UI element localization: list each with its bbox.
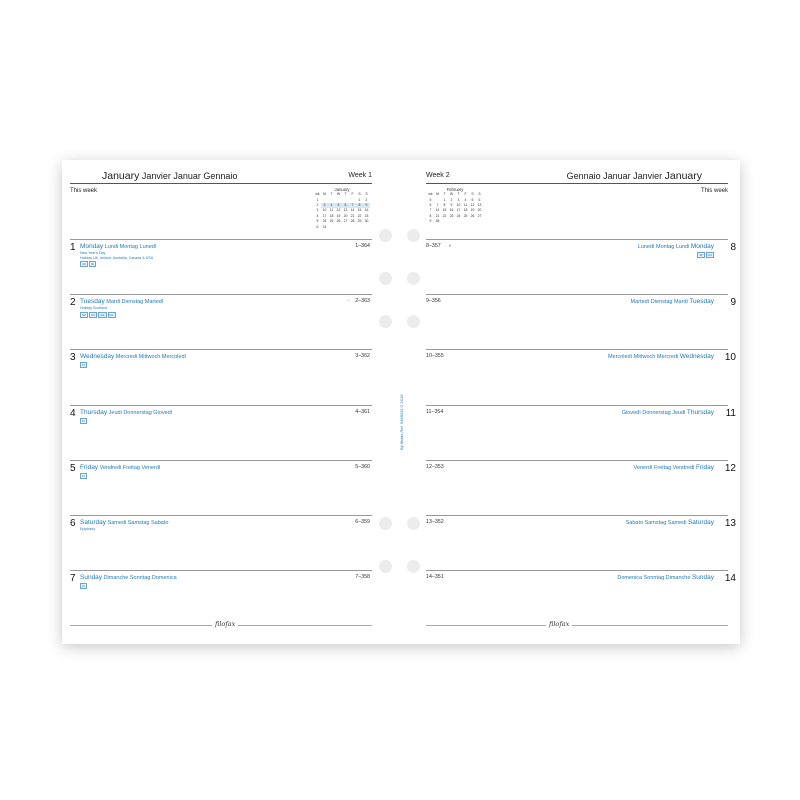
day-name: [626, 519, 714, 526]
mini-calendar-day: 22: [357, 213, 362, 218]
mini-calendar-day: 8: [356, 203, 363, 208]
day-name-other: Venerdì Freitag Vendredi: [633, 464, 695, 471]
day-name-en: Thursday: [80, 408, 108, 416]
country-badge: SC: [91, 312, 96, 317]
punch-hole: [407, 560, 420, 573]
mini-calendar-day: 7: [349, 203, 356, 208]
mini-calendar-day: [455, 219, 462, 224]
mini-calendar-day: 9: [450, 202, 453, 207]
day-name-other: Domenica Sonntag Dimanche: [617, 575, 691, 582]
mini-calendar-week-number: 5: [429, 197, 432, 202]
day-number: 1: [70, 242, 76, 253]
mini-calendar-day: 14: [350, 208, 355, 213]
mini-calendar-weekday: M: [436, 192, 439, 197]
mini-calendar-week-number: 9: [429, 219, 432, 224]
mini-calendar-weekday: S: [365, 192, 368, 197]
left-filofax-logo: filofax: [212, 620, 238, 628]
day-number: 3: [70, 352, 76, 364]
mini-calendar-weekday: T: [457, 192, 460, 197]
day-name-other: Jeudi Donnerstag Giovedì: [108, 409, 173, 416]
mini-calendar-day: [342, 224, 349, 229]
left-page: [62, 160, 392, 644]
day-count: 11–354: [426, 408, 444, 415]
left-mini-calendar-title: January: [334, 187, 350, 192]
day-number: 9: [730, 297, 736, 309]
day-number: 6: [70, 518, 76, 529]
mini-calendar-day: 16: [449, 208, 454, 213]
day-name-other: Martedì Dienstag Mardi: [630, 299, 688, 306]
mini-calendar-day: 2: [365, 197, 368, 202]
mini-calendar-weekday: wk: [428, 192, 433, 197]
country-badge: HU: [707, 253, 712, 257]
day-name-en: Monday: [80, 243, 104, 250]
mini-calendar-day: 3: [457, 197, 460, 202]
mini-calendar-weekday: S: [478, 192, 481, 197]
right-page: [410, 160, 740, 644]
mini-calendar-day: 15: [442, 208, 447, 213]
moon-phase-icon: ○: [346, 298, 350, 305]
day-name-other: Mercoledì Mittwoch Mercredi: [607, 354, 679, 361]
punch-hole: [379, 560, 392, 573]
day-name-en: Saturday: [687, 519, 714, 526]
day-row: [70, 460, 372, 514]
country-badge: JP: [699, 253, 703, 257]
mini-calendar-day: [363, 224, 370, 229]
mini-calendar-day: 24: [456, 213, 461, 218]
mini-calendar-day: 5: [335, 203, 342, 208]
mini-calendar-day: 24: [322, 219, 327, 224]
mini-calendar-day: 7: [436, 202, 439, 207]
day-rule: [70, 405, 372, 406]
punch-hole: [379, 229, 392, 242]
mini-calendar-day: 12: [336, 208, 341, 213]
right-filofax-logo: filofax: [546, 620, 572, 628]
mini-calendar-week-number: 5: [316, 219, 319, 224]
mini-calendar-day: 9: [363, 203, 370, 208]
mini-calendar-weekday: S: [471, 192, 474, 197]
punch-hole: [407, 272, 420, 285]
mini-calendar-day: 10: [456, 202, 461, 207]
mini-calendar-day: [462, 219, 469, 224]
day-name: [80, 409, 172, 416]
mini-calendar-week-number: 7: [429, 208, 432, 213]
day-note: Holiday UK, Ireland, Australia, Canada & USA: [80, 255, 154, 260]
day-rule: [426, 460, 728, 461]
mini-calendar-day: [476, 219, 483, 224]
day-rule: [70, 515, 372, 516]
country-badge: IE: [91, 262, 95, 266]
mini-calendar-day: 3: [321, 203, 328, 208]
mini-calendar-weekday: F: [464, 192, 467, 197]
day-count: 10–355: [426, 353, 444, 360]
day-row: [426, 239, 736, 293]
country-badge: FR: [109, 312, 114, 317]
day-number: 13: [724, 518, 736, 529]
day-name-en: Sunday: [691, 574, 714, 582]
left-week-label: Week 1: [348, 172, 372, 179]
day-rule: [70, 349, 372, 350]
day-count: 12–353: [426, 463, 444, 470]
mini-calendar-week-number: 1: [316, 197, 319, 202]
day-name-en: Monday: [690, 243, 714, 250]
mini-calendar-weekday: wk: [315, 192, 320, 197]
mini-calendar-week-row: [314, 224, 370, 229]
mini-calendar-weekday: T: [443, 192, 446, 197]
day-note: Epiphany: [80, 527, 95, 531]
day-row: [70, 349, 372, 403]
punch-hole: [407, 229, 420, 242]
mini-calendar-day: 23: [364, 213, 369, 218]
right-mini-calendar-grid: [427, 192, 483, 224]
country-badges: [80, 362, 87, 368]
day-name: [608, 353, 714, 360]
day-name: [80, 243, 156, 250]
mini-calendar-day: 11: [463, 202, 468, 207]
mini-calendar-weekday: W: [449, 192, 454, 197]
day-number: 2: [70, 297, 76, 309]
mini-calendar-day: 6: [342, 203, 349, 208]
mini-calendar-day: 29: [357, 219, 362, 224]
mini-calendar-week-number: 4: [316, 213, 319, 218]
day-name-other: Lunedì Montag Lundi: [637, 244, 690, 250]
day-name: [622, 409, 714, 416]
country-badge: FI: [82, 473, 85, 478]
day-name-en: Wednesday: [679, 353, 714, 361]
mini-calendar-day: 20: [477, 208, 482, 213]
mini-calendar-day: 18: [329, 213, 334, 218]
mini-calendar-day: [441, 219, 448, 224]
day-count: 9–356: [426, 298, 441, 305]
mini-calendar-day: [328, 224, 335, 229]
mini-calendar-day: 30: [364, 219, 369, 224]
country-badge: FI: [82, 363, 85, 368]
day-name-en: Wednesday: [80, 353, 115, 361]
mini-calendar-weekday: T: [330, 192, 333, 197]
punch-hole: [379, 272, 392, 285]
day-number: 5: [70, 462, 76, 474]
punch-hole: [379, 315, 392, 328]
country-badge: UK: [82, 262, 87, 266]
mini-calendar-week-number: 2: [316, 202, 319, 207]
mini-calendar-weekday: F: [351, 192, 354, 197]
day-number: 12: [724, 462, 736, 474]
planner-sheet: [62, 160, 740, 644]
punch-hole: [407, 315, 420, 328]
day-count: 4–361: [355, 408, 370, 415]
mini-calendar-day: 25: [329, 219, 334, 224]
mini-calendar-day: 13: [343, 208, 348, 213]
day-rule: [426, 570, 728, 571]
mini-calendar-day: 23: [449, 213, 454, 218]
mini-calendar-day: 27: [477, 213, 482, 218]
day-count: 6–359: [355, 519, 370, 525]
mini-calendar-day: [469, 219, 476, 224]
day-row: [426, 570, 736, 624]
mini-calendar-day: 14: [435, 208, 440, 213]
day-name-en: Saturday: [80, 519, 107, 526]
mini-calendar-weekday: M: [323, 192, 326, 197]
mini-calendar-day: 12: [470, 202, 475, 207]
day-name-en: Sunday: [80, 574, 103, 582]
day-name-other: Vendredi Freitag Venerdì: [99, 464, 161, 471]
day-note: Holiday Scotland: [80, 306, 107, 311]
day-name-other: Mardi Dienstag Martedì: [106, 299, 164, 306]
day-name: [638, 243, 714, 250]
mini-calendar-day: [349, 224, 356, 229]
left-month-header: [102, 170, 237, 182]
mini-calendar-day: 15: [357, 208, 362, 213]
moon-phase-icon: ◑: [448, 243, 452, 249]
day-name: [80, 298, 163, 305]
mini-calendar-day: 16: [364, 208, 369, 213]
day-rule: [70, 570, 372, 571]
right-this-week: This week: [700, 188, 728, 194]
right-week-label: Week 2: [426, 172, 450, 179]
right-mini-calendar-title: February: [446, 187, 464, 192]
day-rule: [70, 460, 372, 461]
day-rule: [426, 405, 728, 406]
day-name-other: Samedi Samstag Sabato: [107, 520, 169, 526]
right-month-other: Gennaio Januar Janvier: [566, 171, 663, 181]
day-rule: [426, 294, 728, 295]
country-badges: [80, 583, 87, 589]
mini-calendar-day: 6: [478, 197, 481, 202]
day-count: 7–358: [355, 574, 370, 581]
left-header-rule: [70, 183, 372, 184]
country-badges: [80, 261, 96, 267]
mini-calendar-day: 1: [443, 197, 446, 202]
day-name: [80, 574, 177, 581]
mini-calendar-day: 13: [477, 202, 482, 207]
mini-calendar-day: 2: [450, 197, 453, 202]
mini-calendar-day: 22: [442, 213, 447, 218]
day-row: [426, 294, 736, 348]
right-footer-rule: [426, 625, 728, 626]
left-mini-calendar-grid: [314, 192, 370, 230]
day-count: 2–363: [355, 298, 370, 305]
day-number: 10: [724, 352, 736, 364]
day-name: [80, 464, 160, 471]
mini-calendar-weekday: T: [344, 192, 347, 197]
mini-calendar-day: 28: [350, 219, 355, 224]
day-count: 13–352: [426, 519, 444, 525]
day-name-en: Friday: [80, 463, 99, 471]
mini-calendar-day: 26: [336, 219, 341, 224]
country-badges: [80, 473, 87, 479]
day-name: [80, 519, 168, 526]
mini-calendar-day: 21: [435, 213, 440, 218]
mini-calendar-day: [356, 224, 363, 229]
day-rule: [70, 294, 372, 295]
day-name-en: Friday: [695, 463, 714, 471]
punch-hole: [379, 517, 392, 530]
left-month-en: January: [102, 170, 140, 182]
mini-calendar-day: 27: [343, 219, 348, 224]
day-row: [426, 405, 736, 459]
day-row: [70, 239, 372, 293]
day-rule: [70, 239, 372, 240]
day-name-other: Dimanche Sonntag Domenica: [103, 575, 177, 582]
day-row: [70, 515, 372, 569]
mini-calendar-day: 20: [343, 213, 348, 218]
day-number: 8: [730, 242, 736, 253]
day-rule: [426, 239, 728, 240]
mini-calendar-day: 19: [336, 213, 341, 218]
mini-calendar-week-number: 3: [316, 208, 319, 213]
mini-calendar-day: 4: [464, 197, 467, 202]
day-name: [634, 464, 714, 471]
mini-calendar-day: 26: [470, 213, 475, 218]
mini-calendar-day: 31: [322, 224, 327, 229]
mini-calendar-day: 1: [358, 197, 361, 202]
country-badge: FI: [82, 584, 85, 589]
day-row: [426, 349, 736, 403]
punch-hole: [407, 517, 420, 530]
day-name-en: Tuesday: [689, 298, 714, 306]
day-number: 7: [70, 573, 76, 585]
day-name: [631, 298, 714, 305]
left-mini-calendar: [314, 187, 370, 230]
country-badge: NZ: [82, 312, 86, 317]
day-name-en: Tuesday: [80, 298, 105, 306]
mini-calendar-day: 17: [456, 208, 461, 213]
day-rule: [426, 349, 728, 350]
day-row: [70, 294, 372, 348]
mini-calendar-day: [448, 219, 455, 224]
mini-calendar-day: 25: [463, 213, 468, 218]
mini-calendar-day: 4: [328, 203, 335, 208]
country-badges: [80, 418, 87, 424]
right-month-en: January: [664, 170, 702, 182]
mini-calendar-day: [335, 224, 342, 229]
mini-calendar-day: 18: [463, 208, 468, 213]
country-badge: FI: [82, 418, 85, 423]
left-this-week: This week: [70, 188, 98, 194]
country-badges: [80, 312, 116, 318]
day-count: 1–364: [355, 243, 370, 249]
mini-calendar-day: 17: [322, 213, 327, 218]
day-number: 14: [724, 573, 736, 585]
right-month-header: [567, 170, 702, 182]
day-name-other: Sabato Samstag Samedi: [625, 520, 687, 526]
day-count: 14–351: [426, 574, 444, 581]
mini-calendar-week-number: 8: [429, 213, 432, 218]
mini-calendar-week-number: 6: [316, 224, 319, 229]
mini-calendar-day: 11: [329, 208, 334, 213]
day-row: [426, 460, 736, 514]
mini-calendar-day: 28: [435, 219, 440, 224]
day-count: 5–360: [355, 463, 370, 470]
day-row: [426, 515, 736, 569]
country-badge: GE: [100, 312, 105, 317]
mini-calendar-day: 19: [470, 208, 475, 213]
mini-calendar-day: 5: [471, 197, 474, 202]
spine-credit: [395, 360, 411, 450]
mini-calendar-day: 21: [350, 213, 355, 218]
mini-calendar-week-row: [427, 219, 483, 224]
spine-text: By filofax Ref. 5468033 © 2016: [399, 394, 404, 450]
day-count: 3–362: [355, 353, 370, 360]
day-name-other: Mercredi Mittwoch Mercoledì: [115, 354, 187, 361]
day-name: [617, 574, 714, 581]
right-mini-calendar: [427, 187, 483, 224]
day-number: 4: [70, 407, 76, 419]
day-name: [80, 353, 186, 360]
mini-calendar-week-number: 6: [429, 202, 432, 207]
day-name-other: Lundi Montag Lunedì: [104, 244, 157, 250]
day-number: 11: [725, 407, 736, 419]
country-badges: [697, 252, 714, 258]
left-month-other: Janvier Januar Gennaio: [141, 171, 238, 181]
day-name-en: Thursday: [686, 408, 714, 416]
mini-calendar-weekday: S: [358, 192, 361, 197]
mini-calendar-weekday: W: [336, 192, 341, 197]
day-note: New Year's Day: [80, 251, 106, 255]
day-count: 8–357: [426, 243, 441, 249]
day-rule: [426, 515, 728, 516]
right-header-rule: [426, 183, 728, 184]
mini-calendar-day: 8: [443, 202, 446, 207]
day-name-other: Giovedì Donnerstag Jeudi: [621, 409, 686, 416]
day-row: [70, 570, 372, 624]
mini-calendar-day: 10: [322, 208, 327, 213]
day-row: [70, 405, 372, 459]
